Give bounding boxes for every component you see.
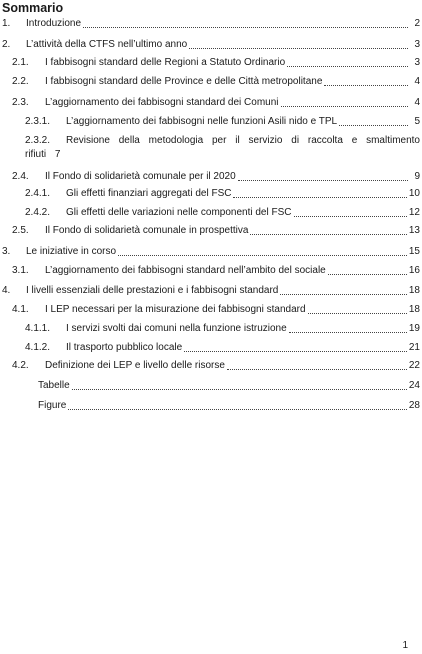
- toc-entry-page: 4: [414, 97, 420, 108]
- dot-leader: [233, 189, 406, 198]
- toc-entry-number: 2.3.: [12, 97, 29, 108]
- toc-entry-number: 2.: [2, 39, 11, 50]
- dot-leader: [287, 58, 408, 67]
- toc-entry-page: 5: [414, 116, 420, 127]
- toc-entry-label: Introduzione: [26, 18, 82, 29]
- toc-entry-4-2[interactable]: [0, 359, 420, 373]
- toc-entry-label: Gli effetti delle variazioni nelle componenti del FSC: [66, 207, 292, 218]
- toc-entry-4-1-1[interactable]: [0, 322, 420, 336]
- toc-entry-2-3[interactable]: [0, 96, 420, 110]
- toc-entry-number: 2.4.1.: [25, 188, 51, 199]
- toc-entry-4[interactable]: [0, 284, 420, 298]
- dot-leader: [238, 172, 408, 181]
- toc-entry-page: 18: [408, 304, 420, 315]
- toc-entry-label: I fabbisogni standard delle Regioni a Statuto Ordinario: [45, 57, 286, 68]
- toc-entry-page: 2: [414, 18, 420, 29]
- toc-entry-page: 16: [408, 265, 420, 276]
- toc-entry-number: 1.: [2, 18, 11, 29]
- dot-leader: [280, 286, 407, 295]
- toc-entry-tabelle[interactable]: [0, 379, 420, 393]
- toc-entry-number: 2.4.: [12, 171, 29, 182]
- toc-entry-number: 4.: [2, 285, 11, 296]
- toc-entry-label: Il Fondo di solidarietà comunale in prospettiva: [45, 225, 249, 236]
- toc-entry-2-4[interactable]: [0, 170, 420, 184]
- toc-entry-page: 13: [408, 225, 420, 236]
- toc-entry-label: L’attività della CTFS nell’ultimo anno: [26, 39, 188, 50]
- toc-entry-page: 24: [408, 380, 420, 391]
- toc-entry-2-2[interactable]: [0, 75, 420, 89]
- dot-leader: [339, 117, 408, 126]
- toc-entry-page: 18: [408, 285, 420, 296]
- toc-entry-label: Figure: [38, 400, 67, 411]
- page-number: 1: [402, 640, 408, 651]
- toc-entry-page: 22: [408, 360, 420, 371]
- dot-leader: [250, 226, 406, 235]
- dot-leader: [308, 305, 407, 314]
- dot-leader: [281, 98, 409, 107]
- toc-entry-2[interactable]: [0, 38, 420, 52]
- toc-entry-number: 4.1.1.: [25, 323, 51, 334]
- toc-entry-number: 2.5.: [12, 225, 29, 236]
- toc-entry-page: 4: [414, 76, 420, 87]
- toc-entry-2-5[interactable]: [0, 224, 420, 238]
- toc-entry-label: I fabbisogni standard delle Province e delle Città metropolitane: [45, 76, 323, 87]
- dot-leader: [72, 381, 407, 390]
- toc-entry-label: Revisione della metodologia per il servizio di raccolta e smaltimento: [66, 135, 420, 146]
- dot-leader: [184, 343, 407, 352]
- dot-leader: [289, 324, 407, 333]
- toc-entry-label: L’aggiornamento dei fabbisogni standard nell’ambito del sociale: [45, 265, 326, 276]
- toc-entry-number: 3.1.: [12, 265, 29, 276]
- dot-leader: [324, 77, 408, 86]
- toc-entry-number: 2.3.1.: [25, 116, 51, 127]
- toc-entry-number: 2.1.: [12, 57, 29, 68]
- toc-entry-2-1[interactable]: [0, 56, 420, 70]
- toc-entry-label: Le iniziative in corso: [26, 246, 117, 257]
- toc-entry-label: Gli effetti finanziari aggregati del FSC: [66, 188, 232, 199]
- toc-entry-number: 4.1.: [12, 304, 29, 315]
- dot-leader: [68, 401, 407, 410]
- toc-entry-2-4-2[interactable]: [0, 206, 420, 220]
- toc-entry-3[interactable]: [0, 245, 420, 259]
- toc-entry-label: I livelli essenziali delle prestazioni e i fabbisogni standard: [26, 285, 279, 296]
- toc-entry-label: Il trasporto pubblico locale: [66, 342, 183, 353]
- toc-entry-page: 28: [408, 400, 420, 411]
- toc-entry-page: 9: [414, 171, 420, 182]
- toc-entry-number: 4.1.2.: [25, 342, 51, 353]
- toc-entry-number: 2.3.2.: [25, 135, 51, 146]
- toc-entry-page: 10: [408, 188, 420, 199]
- toc-entry-1[interactable]: [0, 17, 420, 31]
- toc-entry-number: 2.4.2.: [25, 207, 51, 218]
- toc-entry-label: Tabelle: [38, 380, 70, 391]
- dot-leader: [83, 19, 408, 28]
- dot-leader: [227, 361, 407, 370]
- toc-entry-page: 21: [408, 342, 420, 353]
- toc-title: Sommario: [2, 1, 64, 15]
- toc-entry-page: 12: [408, 207, 420, 218]
- toc-entry-label: Definizione dei LEP e livello delle risorse: [45, 360, 225, 371]
- toc-entry-label: L’aggiornamento dei fabbisogni nelle funzioni Asili nido e TPL: [66, 116, 338, 127]
- toc-entry-page: 15: [408, 246, 420, 257]
- dot-leader: [328, 266, 407, 275]
- toc-entry-number: 3.: [2, 246, 11, 257]
- toc-entry-4-1-2[interactable]: [0, 341, 420, 355]
- toc-entry-figure[interactable]: [0, 399, 420, 413]
- toc-entry-label-continuation: rifiuti: [25, 149, 47, 160]
- toc-entry-3-1[interactable]: [0, 264, 420, 278]
- toc-entry-4-1[interactable]: [0, 303, 420, 317]
- toc-entry-label: I servizi svolti dai comuni nella funzione istruzione: [66, 323, 287, 334]
- toc-entry-number: 4.2.: [12, 360, 29, 371]
- toc-entry-2-3-1[interactable]: [0, 115, 420, 129]
- toc-entry-page: 3: [414, 39, 420, 50]
- dot-leader: [118, 247, 407, 256]
- toc-entry-2-4-1[interactable]: [0, 187, 420, 201]
- dot-leader: [294, 208, 407, 217]
- toc-entry-label: L’aggiornamento dei fabbisogni standard dei Comuni: [45, 97, 279, 108]
- toc-entry-number: 2.2.: [12, 76, 29, 87]
- toc-entry-page: 7: [54, 149, 61, 160]
- dot-leader: [189, 40, 408, 49]
- toc-entry-page: 19: [408, 323, 420, 334]
- toc-entry-label: Il Fondo di solidarietà comunale per il 2020: [45, 171, 236, 182]
- toc-entry-label: I LEP necessari per la misurazione dei fabbisogni standard: [45, 304, 306, 315]
- toc-entry-2-3-2[interactable]: [0, 134, 420, 162]
- toc-entry-page: 3: [414, 57, 420, 68]
